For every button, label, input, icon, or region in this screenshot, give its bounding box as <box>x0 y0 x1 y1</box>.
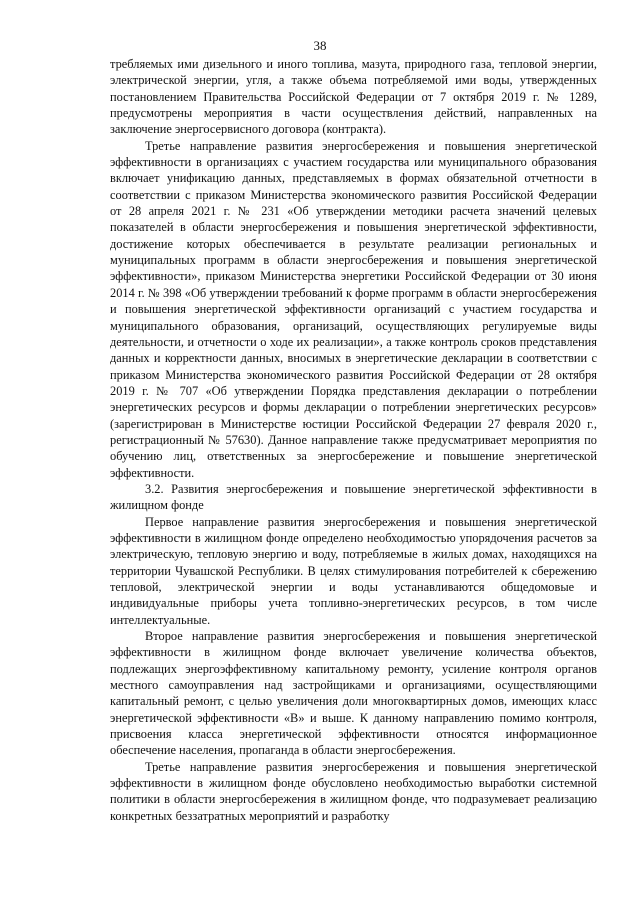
paragraph-second-direction-housing: Второе направление развития энергосбережения и повышения энергетической эффективности в жилищном фонде включает увеличение количества объектов, подлежащих энергоэффективному капитальному ремонту, усиление контроля органов местного самоуправления над застройщиками и организациями, осуществляющими капитальный ремонт, с целью увеличения доли многоквартирных домов, имеющих класс энергетической эффективности «В» и выше. К данному направлению помимо контроля, присвоения класса энергетической эффективности относятся информационное обеспечение населения, пропаганда в области энергосбережения. <box>110 629 597 758</box>
paragraph-third-direction-housing: Третье направление развития энергосбережения и повышения энергетической эффективности в жилищном фонде обусловлено необходимостью выработки системной политики в области энергосбережения в жилищном фонде, что подразумевает реализацию конкретных беззатратных мероприятий и разработку <box>110 759 597 823</box>
paragraph-third-direction-organizations: Третье направление развития энергосбережения и повышения энергетической эффективности в организациях с участием государства или муниципального образования включает унификацию данных, представляемых в формах обязательной отчетности в соответствии с приказом Министерства экономического развития Российской Федерации от 28 апреля 2021 г. № 231 «Об утверждении методики расчета значений целевых показателей в области энергосбережения и повышения энергетической эффективности, достижение которых обеспечивается в результате реализации региональных и муниципальных программ в области энергосбережения и повышения энергетической эффективности», приказом Министерства энергетики Российской Федерации от 30 июня 2014 г. № 398 «Об утверждении требований к форме программ в области энергосбережения и повышения энергетической эффективности организаций с участием государства и муниципального образования, организаций, осуществляющих регулируемые виды деятельности, и отчетности о ходе их реализации», а также контроль сроков представления данных и корректности данных, вносимых в энергетические декларации в соответствии с приказом Министерства экономического развития Российской Федерации от 28 октября 2019 г. № 707 «Об утверждении Порядка представления декларации о потреблении энергетических ресурсов и формы декларации о потреблении энергетических ресурсов» (зарегистрирован в Министерстве юстиции Российской Федерации 27 февраля 2020 г., регистрационный № 57630). Данное направление также предусматривает мероприятия по обучению лиц, ответственных за энергосбережение и повышение энергетической эффективности. <box>110 138 597 480</box>
page-number: 38 <box>313 38 327 53</box>
paragraph-continuation: требляемых ими дизельного и иного топлива, мазута, природного газа, тепловой энергии, электрической энергии, угля, а также объема потребляемой ими воды, утвержденных постановлением Правительства Российской Федерации от 7 октября 2019 г. № 1289, предусмотрены мероприятия в части осуществления действий, направленных на заключение энергосервисного договора (контракта). <box>110 57 597 137</box>
document-body <box>110 56 597 824</box>
paragraph-first-direction-housing: Первое направление развития энергосбережения и повышения энергетической эффективности в жилищном фонде определено необходимостью упорядочения расчетов за электрическую, тепловую энергию и воду, потребляемые в жилых домах, находящихся на территории Чувашской Республики. В целях стимулирования потребителей к сбережению тепловой, электрической энергии и воды устанавливаются общедомовые и индивидуальные приборы учета топливно-энергетических ресурсов, в том числе интеллектуальные. <box>110 514 597 627</box>
section-heading-3-2: 3.2. Развития энергосбережения и повышение энергетической эффективности в жилищном фонде <box>110 481 597 513</box>
